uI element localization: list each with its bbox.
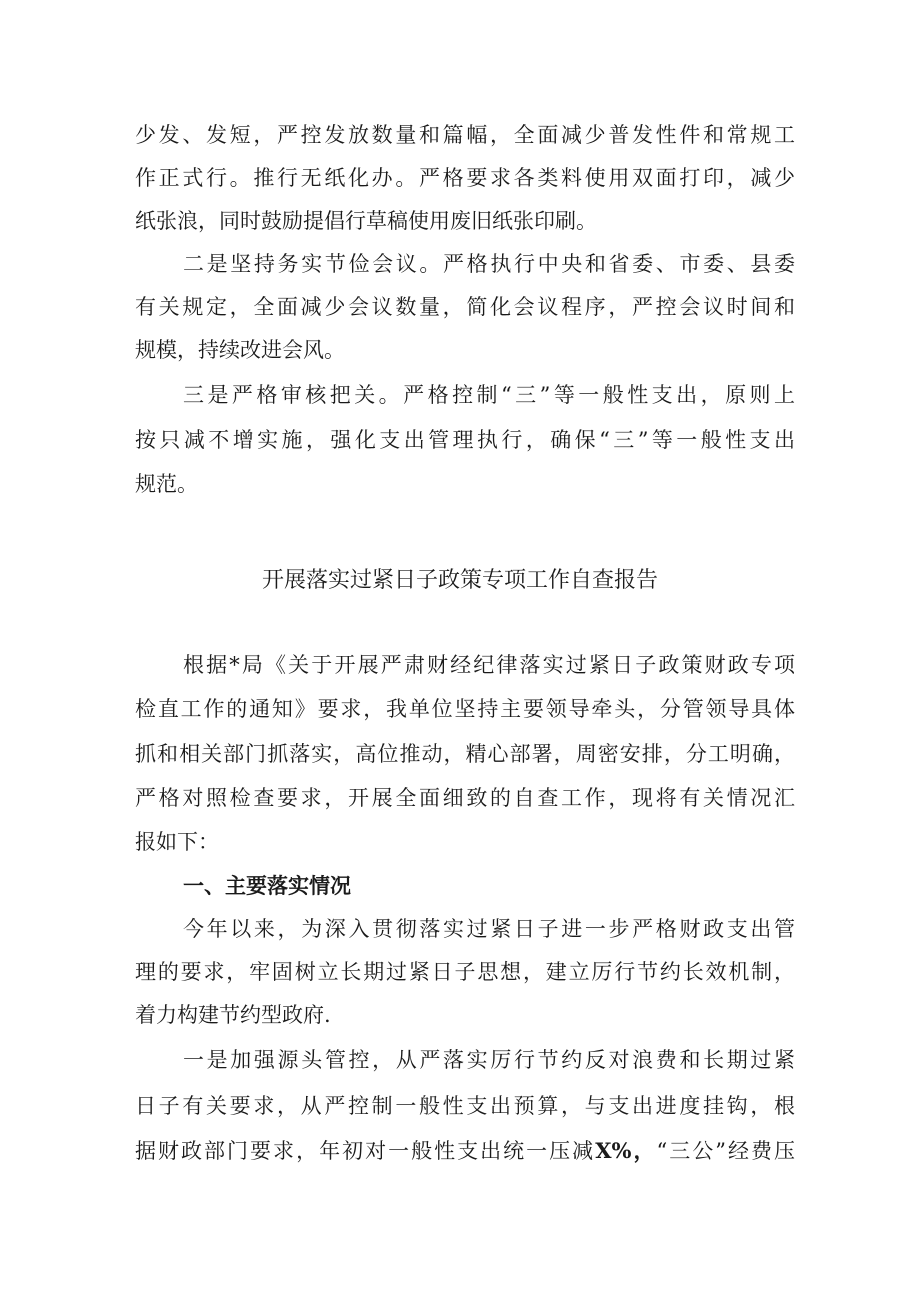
paragraph-line: 二是坚持务实节俭会议。严格执行中央和省委、市委、县委 [183, 252, 795, 276]
text-segment: 据财政部门要求，年初对一般性支出统一压减 [135, 1139, 596, 1163]
paragraph-line: 抓和相关部门抓落实，高位推动，精心部署，周密安排，分工明确， [135, 742, 795, 766]
paragraph-line: 三是严格审核把关。严格控制“三”等一般性支出，原则上 [183, 383, 795, 407]
paragraph-line: 今年以来，为深入贯彻落实过紧日子进一步严格财政支出管 [183, 917, 795, 941]
percentage-value: X%， [595, 1138, 657, 1163]
paragraph-line: 有关规定，全面减少会议数量，简化会议程序，严控会议时间和 [135, 295, 795, 319]
paragraph-line: 严格对照检查要求，开展全面细致的自查工作，现将有关情况汇 [135, 786, 795, 810]
paragraph-line: 理的要求，牢固树立长期过紧日子思想，建立厉行节约长效机制， [135, 960, 795, 984]
paragraph-line [135, 1136, 795, 1166]
paragraph-line: 规模，持续改进会风。 [135, 338, 345, 362]
paragraph-line: 一是加强源头管控，从严落实厉行节约反对浪费和长期过紧 [183, 1048, 795, 1072]
report-title: 开展落实过紧日子政策专项工作自查报告 [261, 568, 658, 593]
text-segment: “三公”经费压 [656, 1139, 796, 1163]
paragraph-line: 作正式行。推行无纸化办。严格要求各类料使用双面打印，减少 [135, 166, 795, 190]
paragraph-line: 着力构建节约型政府. [135, 1003, 331, 1027]
paragraph-line: 日子有关要求，从严控制一般性支出预算，与支出进度挂钩，根 [135, 1094, 795, 1118]
paragraph-line: 纸张浪，同时鼓励提倡行草稿使用废旧纸张印刷。 [135, 209, 597, 233]
paragraph-line: 根据*局《关于开展严肃财经纪律落实过紧日子政策财政专项 [183, 653, 795, 677]
paragraph-line: 按只减不增实施，强化支出管理执行，确保“三”等一般性支出 [135, 428, 795, 452]
paragraph-line: 规范。 [135, 472, 198, 496]
section-heading: 一、主要落实情况 [183, 874, 351, 898]
paragraph-line: 报如下： [135, 830, 219, 854]
paragraph-line: 检直工作的通知》要求，我单位坚持主要领导牵头，分管领导具体 [135, 697, 795, 721]
paragraph-line: 少发、发短，严控发放数量和篇幅，全面减少普发性件和常规工 [135, 123, 795, 147]
